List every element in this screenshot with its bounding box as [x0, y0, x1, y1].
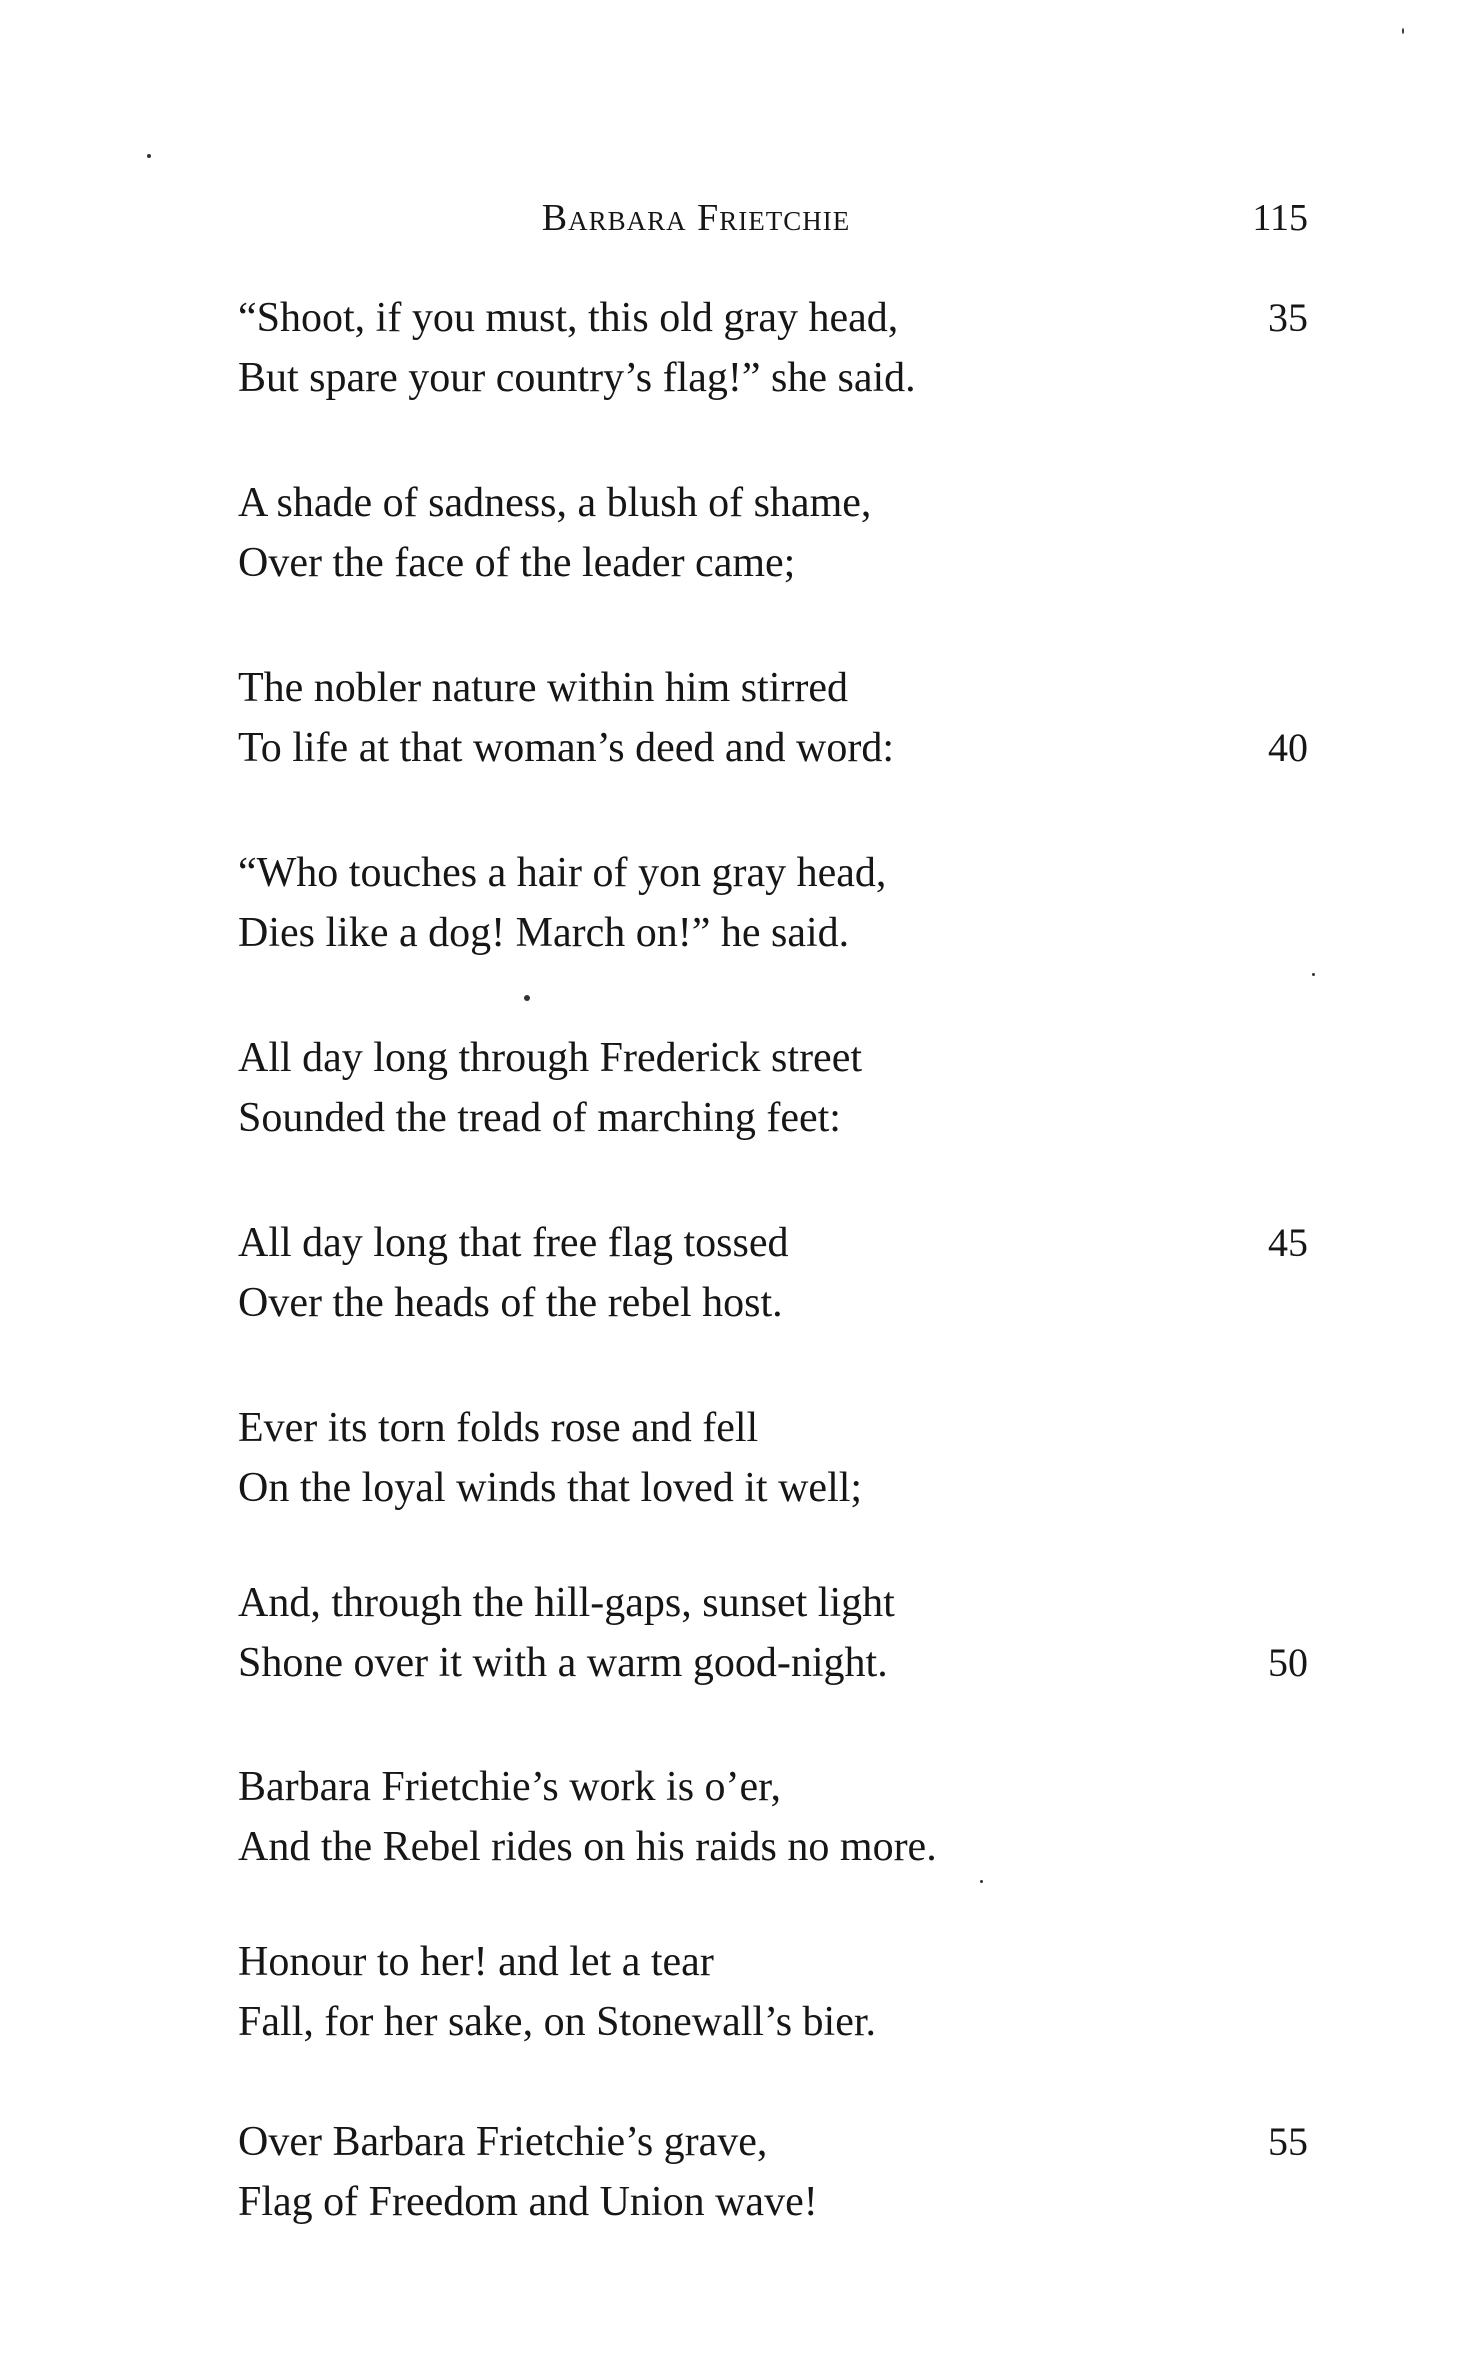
verse-line: [238, 1088, 1308, 1148]
verse-line: [238, 473, 1308, 533]
scan-speck: [1402, 28, 1404, 34]
verse-text: Shone over it with a warm good-night.: [238, 1640, 888, 1686]
verse-text: “Shoot, if you must, this old gray head,: [238, 295, 899, 341]
verse-text: Sounded the tread of marching feet:: [238, 1095, 841, 1141]
verse-text: Over Barbara Frietchie’s grave,: [238, 2119, 768, 2165]
verse-text: Flag of Freedom and Union wave!: [238, 2179, 818, 2225]
stanza-4: [238, 843, 1308, 963]
verse-text: Honour to her! and let a tear: [238, 1939, 714, 1985]
verse-text: All day long that free flag tossed: [238, 1220, 789, 1266]
verse-line: [238, 843, 1308, 903]
verse-text: A shade of sadness, a blush of shame,: [238, 480, 872, 526]
verse-line: [238, 1458, 1308, 1518]
stanza-9: [238, 1757, 1308, 1877]
verse-line: [238, 1573, 1308, 1633]
stanza-3: [238, 658, 1308, 778]
verse-text: Ever its torn folds rose and fell: [238, 1405, 759, 1451]
page-number: 115: [1252, 197, 1308, 239]
verse-line: [238, 288, 1308, 348]
verse-line: [238, 1932, 1308, 1992]
verse-text: “Who touches a hair of yon gray head,: [238, 850, 887, 896]
scan-speck: [1312, 973, 1315, 976]
verse-line: [238, 2112, 1308, 2172]
verse-text: Over the heads of the rebel host.: [238, 1280, 783, 1326]
line-number: 35: [1268, 295, 1308, 340]
line-number: 55: [1268, 2119, 1308, 2164]
verse-line: [238, 2172, 1308, 2232]
verse-line: [238, 903, 1308, 963]
stanza-8: [238, 1573, 1308, 1693]
running-title: Barbara Frietchie: [541, 197, 851, 239]
verse-line: [238, 1757, 1308, 1817]
verse-line: [238, 1028, 1308, 1088]
stanza-7: [238, 1398, 1308, 1518]
verse-text: To life at that woman’s deed and word:: [238, 725, 895, 771]
verse-line: [238, 718, 1308, 778]
verse-line: [238, 1273, 1308, 1333]
verse-text: All day long through Frederick street: [238, 1035, 863, 1081]
verse-line: [238, 1213, 1308, 1273]
verse-text: And the Rebel rides on his raids no more.: [238, 1824, 937, 1870]
verse-line: [238, 1817, 1308, 1877]
stanza-1: [238, 288, 1308, 408]
stanza-5: [238, 1028, 1308, 1148]
scan-speck: [524, 995, 530, 1001]
verse-text: Over the face of the leader came;: [238, 540, 796, 586]
verse-text: But spare your country’s flag!” she said.: [238, 355, 916, 401]
verse-line: [238, 533, 1308, 593]
line-number: 50: [1268, 1640, 1308, 1685]
verse-text: On the loyal winds that loved it well;: [238, 1465, 863, 1511]
verse-text: Fall, for her sake, on Stonewall’s bier.: [238, 1999, 877, 2045]
verse-line: [238, 1992, 1308, 2052]
verse-text: The nobler nature within him stirred: [238, 665, 849, 711]
line-number: 40: [1268, 725, 1308, 770]
verse-line: [238, 658, 1308, 718]
verse-text: Dies like a dog! March on!” he said.: [238, 910, 850, 956]
line-number: 45: [1268, 1220, 1308, 1265]
scan-speck: [980, 1880, 983, 1883]
running-head: [238, 196, 1308, 246]
verse-line: [238, 348, 1308, 408]
stanza-11: [238, 2112, 1308, 2232]
stanza-2: [238, 473, 1308, 593]
stanza-10: [238, 1932, 1308, 2052]
scan-speck: [147, 154, 151, 158]
verse-text: And, through the hill-gaps, sunset light: [238, 1580, 895, 1626]
stanza-6: [238, 1213, 1308, 1333]
verse-text: Barbara Frietchie’s work is o’er,: [238, 1764, 781, 1810]
verse-line: [238, 1633, 1308, 1693]
verse-line: [238, 1398, 1308, 1458]
